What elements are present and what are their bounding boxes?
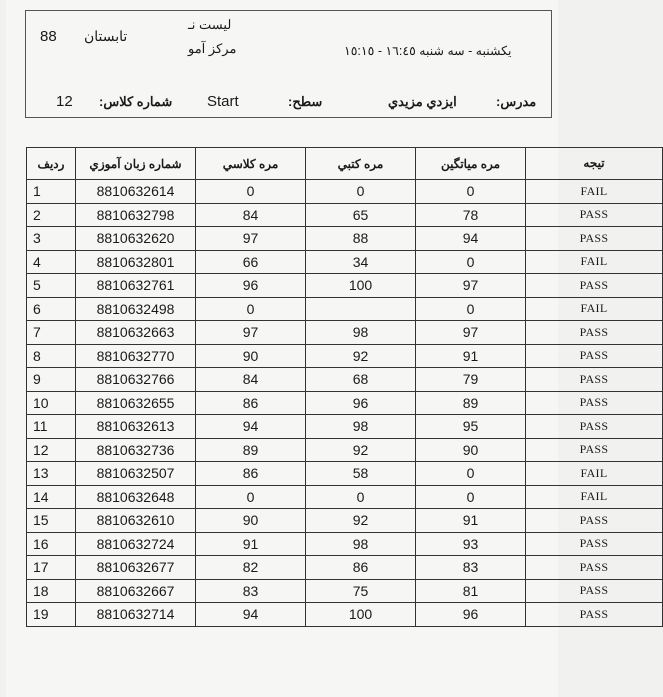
table-row xyxy=(27,297,663,321)
student-id: 8810632648 xyxy=(76,485,196,509)
table-row xyxy=(27,391,663,415)
result: PASS xyxy=(526,438,663,462)
row-number: 18 xyxy=(27,579,76,603)
table-row xyxy=(27,438,663,462)
student-id: 8810632724 xyxy=(76,532,196,556)
class-score: 91 xyxy=(196,532,306,556)
row-number: 14 xyxy=(27,485,76,509)
result: PASS xyxy=(526,579,663,603)
table-row xyxy=(27,462,663,486)
class-score: 94 xyxy=(196,415,306,439)
row-number: 13 xyxy=(27,462,76,486)
written-score: 34 xyxy=(306,250,416,274)
row-number: 15 xyxy=(27,509,76,533)
class-score: 94 xyxy=(196,603,306,627)
student-id: 8810632498 xyxy=(76,297,196,321)
col-header-class-score: مره كلاسي xyxy=(196,148,306,180)
class-score: 86 xyxy=(196,462,306,486)
row-number: 11 xyxy=(27,415,76,439)
written-score: 100 xyxy=(306,274,416,298)
student-id: 8810632798 xyxy=(76,203,196,227)
midterm-score: 0 xyxy=(416,462,526,486)
schedule-text: يكشنبه - سه شنبه ١٦:٤٥ - ١٥:١٥ xyxy=(344,44,512,58)
table-row xyxy=(27,203,663,227)
student-id: 8810632801 xyxy=(76,250,196,274)
midterm-score: 91 xyxy=(416,344,526,368)
student-id: 8810632614 xyxy=(76,180,196,204)
student-id: 8810632655 xyxy=(76,391,196,415)
written-score: 68 xyxy=(306,368,416,392)
written-score: 0 xyxy=(306,180,416,204)
written-score: 0 xyxy=(306,485,416,509)
result: PASS xyxy=(526,532,663,556)
row-number: 3 xyxy=(27,227,76,251)
level-label: سطح: xyxy=(288,94,323,109)
table-row xyxy=(27,344,663,368)
midterm-score: 96 xyxy=(416,603,526,627)
student-id: 8810632667 xyxy=(76,579,196,603)
header-box xyxy=(25,10,552,118)
midterm-score: 89 xyxy=(416,391,526,415)
col-header-student-id: شماره زبان آموزي xyxy=(76,148,196,180)
written-score: 92 xyxy=(306,344,416,368)
class-score: 0 xyxy=(196,485,306,509)
student-id: 8810632663 xyxy=(76,321,196,345)
result: PASS xyxy=(526,321,663,345)
table-row xyxy=(27,250,663,274)
student-id: 8810632770 xyxy=(76,344,196,368)
list-title: ليست نـ xyxy=(188,17,232,32)
midterm-score: 0 xyxy=(416,297,526,321)
table-row xyxy=(27,485,663,509)
class-score: 97 xyxy=(196,321,306,345)
student-id: 8810632620 xyxy=(76,227,196,251)
table-row xyxy=(27,321,663,345)
result: FAIL xyxy=(526,250,663,274)
class-score: 82 xyxy=(196,556,306,580)
student-id: 8810632613 xyxy=(76,415,196,439)
student-id: 8810632507 xyxy=(76,462,196,486)
table-header-row xyxy=(27,148,663,180)
row-number: 4 xyxy=(27,250,76,274)
class-score: 96 xyxy=(196,274,306,298)
midterm-score: 79 xyxy=(416,368,526,392)
teacher-label: مدرس: xyxy=(496,94,537,109)
midterm-score: 93 xyxy=(416,532,526,556)
class-score: 66 xyxy=(196,250,306,274)
student-id: 8810632766 xyxy=(76,368,196,392)
row-number: 5 xyxy=(27,274,76,298)
count-value: 88 xyxy=(40,28,57,45)
center-label: مرکز آمو xyxy=(188,41,237,56)
level-value: Start xyxy=(207,93,239,110)
table-row xyxy=(27,274,663,298)
written-score: 65 xyxy=(306,203,416,227)
student-id: 8810632761 xyxy=(76,274,196,298)
row-number: 12 xyxy=(27,438,76,462)
midterm-score: 0 xyxy=(416,180,526,204)
result: PASS xyxy=(526,556,663,580)
student-id: 8810632677 xyxy=(76,556,196,580)
row-number: 10 xyxy=(27,391,76,415)
row-number: 7 xyxy=(27,321,76,345)
midterm-score: 81 xyxy=(416,579,526,603)
class-number-value: 12 xyxy=(56,93,73,110)
written-score: 98 xyxy=(306,321,416,345)
class-number-label: شماره كلاس: xyxy=(99,94,173,109)
written-score: 96 xyxy=(306,391,416,415)
written-score: 86 xyxy=(306,556,416,580)
midterm-score: 97 xyxy=(416,274,526,298)
written-score: 98 xyxy=(306,415,416,439)
grades-table xyxy=(26,147,663,627)
student-id: 8810632714 xyxy=(76,603,196,627)
class-score: 0 xyxy=(196,180,306,204)
result: PASS xyxy=(526,415,663,439)
written-score xyxy=(306,297,416,321)
result: FAIL xyxy=(526,297,663,321)
class-score: 86 xyxy=(196,391,306,415)
class-score: 90 xyxy=(196,509,306,533)
table-row xyxy=(27,532,663,556)
midterm-score: 95 xyxy=(416,415,526,439)
student-id: 8810632610 xyxy=(76,509,196,533)
written-score: 98 xyxy=(306,532,416,556)
table-body xyxy=(27,180,663,627)
midterm-score: 94 xyxy=(416,227,526,251)
class-score: 89 xyxy=(196,438,306,462)
col-header-result: تيجه xyxy=(526,148,663,180)
row-number: 6 xyxy=(27,297,76,321)
result: PASS xyxy=(526,509,663,533)
row-number: 17 xyxy=(27,556,76,580)
row-number: 1 xyxy=(27,180,76,204)
result: FAIL xyxy=(526,462,663,486)
table-row xyxy=(27,368,663,392)
student-id: 8810632736 xyxy=(76,438,196,462)
class-score: 97 xyxy=(196,227,306,251)
result: PASS xyxy=(526,368,663,392)
table-row xyxy=(27,509,663,533)
table-row xyxy=(27,603,663,627)
row-number: 2 xyxy=(27,203,76,227)
row-number: 16 xyxy=(27,532,76,556)
result: PASS xyxy=(526,274,663,298)
midterm-score: 90 xyxy=(416,438,526,462)
document-sheet xyxy=(6,0,609,697)
class-score: 84 xyxy=(196,368,306,392)
written-score: 100 xyxy=(306,603,416,627)
col-header-written-score: مره كتبي xyxy=(306,148,416,180)
written-score: 75 xyxy=(306,579,416,603)
result: PASS xyxy=(526,391,663,415)
class-score: 0 xyxy=(196,297,306,321)
table-row xyxy=(27,579,663,603)
table-row xyxy=(27,556,663,580)
midterm-score: 78 xyxy=(416,203,526,227)
class-score: 83 xyxy=(196,579,306,603)
col-header-row: رديف xyxy=(27,148,76,180)
table-row xyxy=(27,180,663,204)
class-score: 84 xyxy=(196,203,306,227)
teacher-name: ايزدي مزيدي xyxy=(388,94,457,109)
result: PASS xyxy=(526,203,663,227)
midterm-score: 0 xyxy=(416,250,526,274)
midterm-score: 83 xyxy=(416,556,526,580)
result: PASS xyxy=(526,344,663,368)
row-number: 19 xyxy=(27,603,76,627)
row-number: 8 xyxy=(27,344,76,368)
midterm-score: 97 xyxy=(416,321,526,345)
class-score: 90 xyxy=(196,344,306,368)
table-row xyxy=(27,415,663,439)
row-number: 9 xyxy=(27,368,76,392)
written-score: 58 xyxy=(306,462,416,486)
result: FAIL xyxy=(526,180,663,204)
table-row xyxy=(27,227,663,251)
midterm-score: 91 xyxy=(416,509,526,533)
result: PASS xyxy=(526,603,663,627)
written-score: 92 xyxy=(306,509,416,533)
midterm-score: 0 xyxy=(416,485,526,509)
col-header-midterm-score: مره مياتگين xyxy=(416,148,526,180)
written-score: 88 xyxy=(306,227,416,251)
written-score: 92 xyxy=(306,438,416,462)
result: PASS xyxy=(526,227,663,251)
result: FAIL xyxy=(526,485,663,509)
season-label: تابستان xyxy=(84,28,128,44)
